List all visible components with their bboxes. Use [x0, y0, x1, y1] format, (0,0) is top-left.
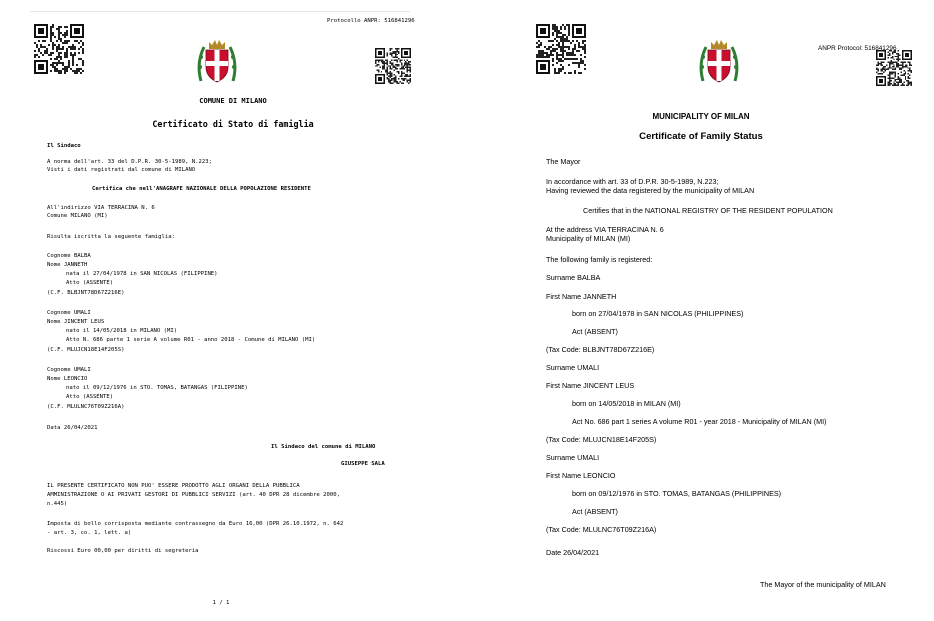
member-act: Act No. 686 part 1 series A volume R01 - year 2018 - Municipality of MILAN (MI): [572, 417, 827, 426]
member-name: First Name JINCENT LEUS: [546, 381, 635, 390]
member-name: First Name JANNETH: [546, 292, 617, 301]
stamp-duty-line-1: Imposta di bollo corrisposta mediante contrassegno da Euro 16,00 (DPR 26.10.1972, n. 642: [47, 521, 344, 527]
municipality-heading: MUNICIPALITY OF MILAN: [652, 112, 750, 121]
page-top-rule: [30, 11, 410, 12]
address-line-2: Comune MILANO (MI): [47, 213, 108, 219]
member-surname: Surname BALBA: [546, 273, 601, 282]
member-surname: Cognome UMALI: [47, 310, 91, 316]
member-surname: Surname UMALI: [546, 453, 600, 462]
member-act: Atto (ASSENTE): [66, 394, 114, 400]
signature-role: The Mayor of the municipality of MILAN: [760, 580, 886, 589]
member-tax-code: (Tax Code: BLBJNT78D67Z216E): [546, 345, 655, 354]
member-surname: Surname UMALI: [546, 363, 600, 372]
member-act: Atto (ASSENTE): [66, 280, 114, 286]
member-birth: born on 14/05/2018 in MILAN (MI): [572, 399, 681, 408]
member-birth: born on 09/12/1976 in STO. TOMAS, BATANGAS (PHILIPPINES): [572, 489, 782, 498]
protocol-number: Protocollo ANPR: 516841296: [327, 18, 415, 24]
certifies-statement: Certifies that in the NATIONAL REGISTRY OF THE RESIDENT POPULATION: [583, 206, 833, 215]
member-name: Nome JANNETH: [47, 262, 88, 268]
member-act: Act (ABSENT): [572, 327, 618, 336]
legal-basis-line-1: In accordance with art. 33 of D.P.R. 30-5-1989, N.223;: [546, 177, 719, 186]
legal-basis-line-1: A norma dell'art. 33 del D.P.R. 30-5-1989, N.223;: [47, 159, 213, 165]
member-tax-code: (Tax Code: MLUJCN18E14F205S): [546, 435, 657, 444]
certificate-title: Certificate of Family Status: [639, 131, 763, 142]
member-act: Atto N. 686 parte 1 serie A volume R01 - anno 2018 - Comune di MILANO (MI): [66, 337, 316, 343]
certificate-title: Certificato di Stato di famiglia: [152, 119, 314, 129]
member-act: Act (ABSENT): [572, 507, 618, 516]
member-surname: Cognome BALBA: [47, 253, 91, 259]
member-tax-code: (C.F. MLUJCN18E14F205S): [47, 347, 125, 353]
member-birth: nata il 27/04/1978 in SAN NICOLAS (FILIPPINE): [66, 271, 218, 277]
legal-basis-line-2: Visti i dati registrati dal comune di MILANO: [47, 167, 196, 173]
milan-coat-of-arms-icon: [697, 37, 741, 85]
mayor-label: The Mayor: [546, 157, 581, 166]
certificate-date: Date 26/04/2021: [546, 548, 600, 557]
signature-role: Il Sindaco del comune di MILANO: [271, 444, 376, 450]
member-surname: Cognome UMALI: [47, 367, 91, 373]
qr-code-icon: [34, 24, 84, 74]
page-number: 1 / 1: [212, 600, 230, 606]
usage-notice-line-1: IL PRESENTE CERTIFICATO NON PUO' ESSERE PRODOTTO AGLI ORGANI DELLA PUBBLICA: [47, 483, 300, 489]
certifies-statement: Certifica che nell'ANAGRAFE NAZIONALE DELLA POPOLAZIONE RESIDENTE: [92, 186, 311, 192]
italian-certificate-page: [0, 0, 466, 621]
member-tax-code: (C.F. BLBJNT78D67Z216E): [47, 290, 125, 296]
family-intro: The following family is registered:: [546, 255, 653, 264]
qr-code-icon: [876, 50, 912, 86]
member-name: First Name LEONCIO: [546, 471, 616, 480]
certificate-date: Data 26/04/2021: [47, 425, 98, 431]
signer-name: GIUSEPPE SALA: [341, 461, 385, 467]
address-line-1: All'indirizzo VIA TERRACINA N. 6: [47, 205, 155, 211]
usage-notice-line-2: AMMINISTRAZIONE O AI PRIVATI GESTORI DI PUBBLICI SERVIZI (art. 40 DPR 28 dicembre 2000,: [47, 492, 340, 498]
fees-line: Riscossi Euro 00,00 per diritti di segreteria: [47, 548, 199, 554]
family-intro: Risulta iscritta la seguente famiglia:: [47, 234, 175, 240]
usage-notice-line-3: n.445): [47, 501, 68, 507]
member-tax-code: (Tax Code: MLULNC76T09Z216A): [546, 525, 657, 534]
member-tax-code: (C.F. MLULNC76T09Z216A): [47, 404, 125, 410]
municipality-heading: COMUNE DI MILANO: [199, 97, 267, 105]
qr-code-icon: [375, 48, 411, 84]
member-name: Nome JINCENT LEUS: [47, 319, 105, 325]
address-line-2: Municipality of MILAN (MI): [546, 234, 631, 243]
stamp-duty-line-2: - art. 3, co. 1, lett. a): [47, 530, 132, 536]
milan-coat-of-arms-icon: [195, 37, 239, 85]
legal-basis-line-2: Having reviewed the data registered by the municipality of MILAN: [546, 186, 755, 195]
member-birth: born on 27/04/1978 in SAN NICOLAS (PHILIPPINES): [572, 309, 744, 318]
qr-code-icon: [536, 24, 586, 74]
english-translation-page: [468, 0, 934, 621]
protocol-number: ANPR Protocol: 516841296: [818, 45, 897, 52]
member-birth: nato il 09/12/1976 in STO. TOMAS, BATANGAS (FILIPPINE): [66, 385, 248, 391]
member-name: Nome LEONCIO: [47, 376, 88, 382]
mayor-label: Il Sindaco: [47, 143, 81, 149]
address-line-1: At the address VIA TERRACINA N. 6: [546, 225, 664, 234]
member-birth: nato il 14/05/2018 in MILANO (MI): [66, 328, 178, 334]
